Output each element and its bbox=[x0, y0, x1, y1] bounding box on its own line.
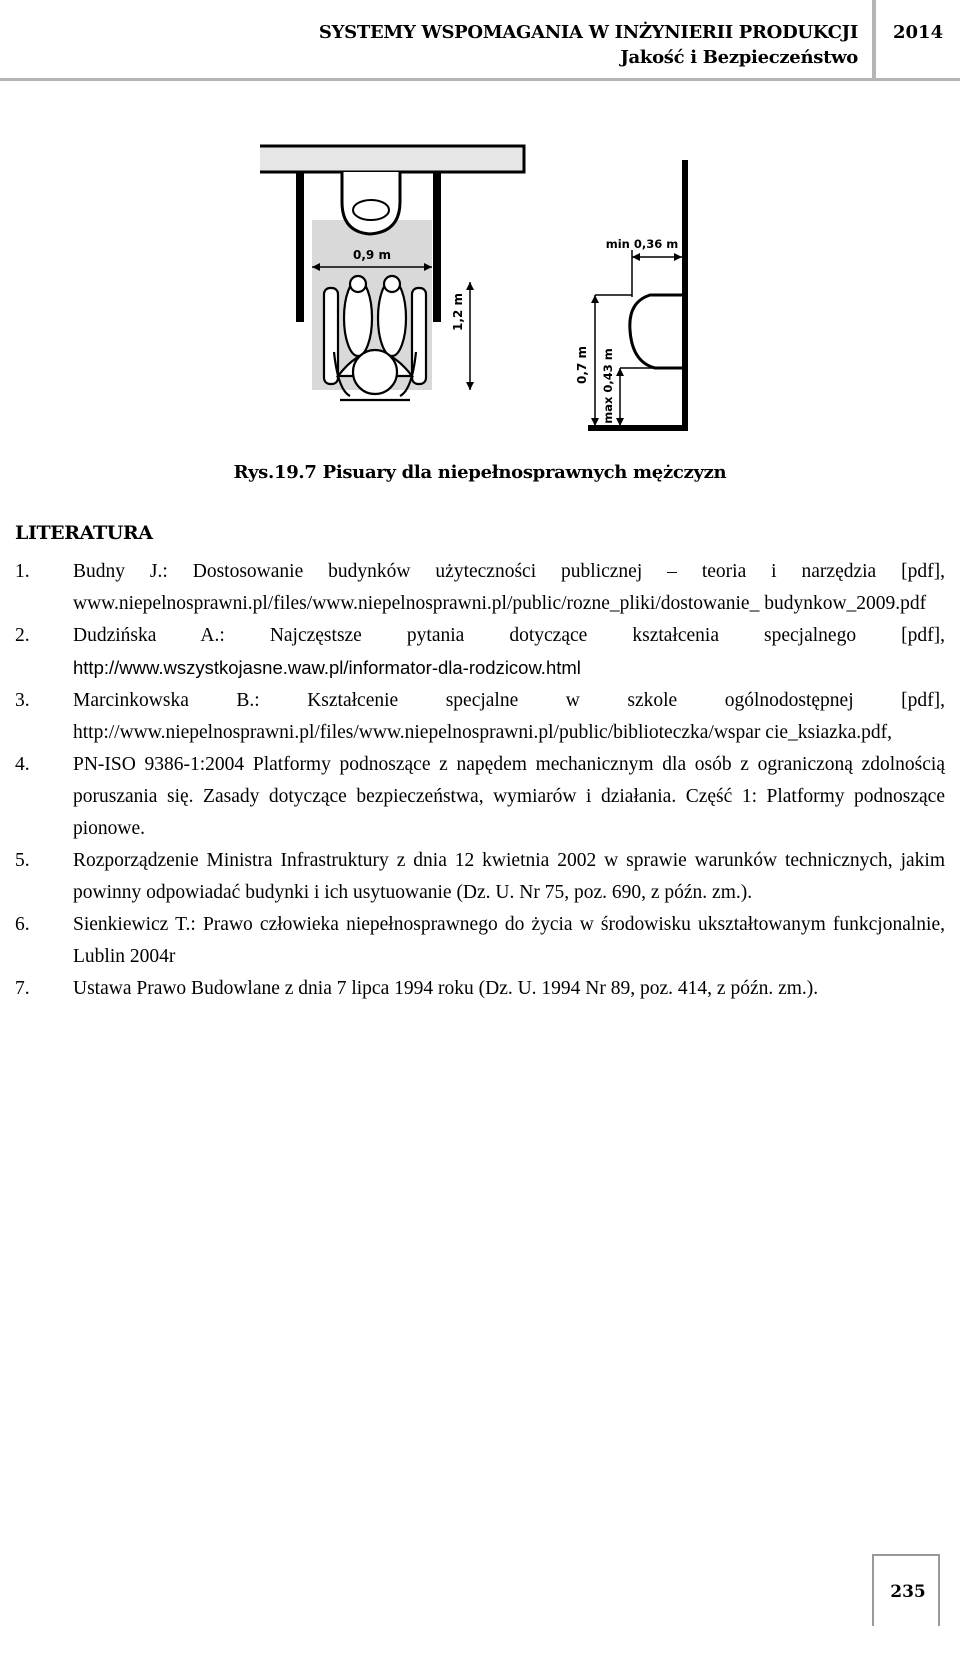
ref-text: PN-ISO 9386-1:2004 Platformy podnoszące z napędem mechanicznym dla osób z ograniczoną zdolnością poruszania się. Zasady dotyczące bezpieczeństwa, wymiarów i działania. Część 1: Platformy podnoszące pionowe. bbox=[73, 754, 945, 839]
ref-link[interactable]: http://www.wszystkojasne.waw.pl/informator-dla-rodzicow.html bbox=[73, 657, 581, 678]
list-item bbox=[15, 749, 945, 845]
page-number: 235 bbox=[890, 1582, 926, 1602]
header-subtitle: Jakość i Bezpieczeństwo bbox=[620, 47, 858, 68]
divider-left bbox=[296, 172, 304, 322]
ref-text: Rozporządzenie Ministra Infrastruktury z dnia 12 kwietnia 2002 w sprawie warunków technicznych, jakim powinny odpowiadać budynki i ich usytuowanie (Dz. U. Nr 75, poz. 690, z późn. zm.). bbox=[73, 850, 945, 903]
ref-number: 3. bbox=[15, 690, 30, 711]
list-item bbox=[15, 685, 945, 749]
ref-number: 1. bbox=[15, 561, 30, 582]
header-separator bbox=[872, 0, 876, 78]
ref-text: Dudzińska A.: Najczęstsze pytania dotyczące kształcenia specjalnego [pdf], bbox=[73, 625, 945, 646]
urinal-figure bbox=[260, 140, 740, 470]
list-item bbox=[15, 973, 945, 1005]
ref-number: 7. bbox=[15, 978, 30, 999]
dim-min-side-label: min 0,36 m bbox=[605, 237, 679, 251]
list-item bbox=[15, 620, 945, 685]
ref-number: 2. bbox=[15, 625, 30, 646]
ref-text: Sienkiewicz T.: Prawo człowieka niepełnosprawnego do życia w środowisku ukształtowanym funkcjonalnie, Lublin 2004r bbox=[73, 914, 945, 967]
dim-max-rim-label: max 0,43 m bbox=[601, 348, 615, 424]
divider-right bbox=[433, 172, 441, 322]
wall-plan bbox=[260, 146, 524, 172]
ref-text: Marcinkowska B.: Kształcenie specjalne w szkole ogólnodostępnej [pdf], http://www.niepelnosprawni.pl/files/www.niepelnosprawni.pl/public/biblioteczka/wspar cie_ksiazka.pdf, bbox=[73, 690, 945, 743]
ref-number: 5. bbox=[15, 850, 30, 871]
ref-text: Budny J.: Dostosowanie budynków użyteczności publicznej – teoria i narzędzia [pdf], www.niepelnosprawni.pl/files/www.niepelnosprawni.pl/public/rozne_pliki/dostowanie_ budynkow_2009.pdf bbox=[73, 561, 945, 614]
urinal-side-icon bbox=[630, 295, 682, 368]
header-title: SYSTEMY WSPOMAGANIA W INŻYNIERII PRODUKCJI bbox=[318, 22, 858, 43]
dim-height-label: 0,7 m bbox=[575, 346, 589, 384]
list-item bbox=[15, 909, 945, 973]
urinal-diagram bbox=[260, 140, 740, 470]
page-number-box bbox=[872, 1554, 940, 1626]
ref-number: 4. bbox=[15, 754, 30, 775]
dim-depth-label: 1,2 m bbox=[451, 293, 465, 331]
ref-text: Ustawa Prawo Budowlane z dnia 7 lipca 1994 roku (Dz. U. 1994 Nr 89, poz. 414, z późn. zm.). bbox=[73, 978, 819, 999]
figure-caption: Rys.19.7 Pisuary dla niepełnosprawnych mężczyzn bbox=[233, 462, 727, 483]
reference-list bbox=[15, 556, 945, 1005]
header-year: 2014 bbox=[893, 22, 944, 43]
page-header bbox=[0, 0, 960, 82]
literature-heading: LITERATURA bbox=[15, 522, 153, 544]
ref-number: 6. bbox=[15, 914, 30, 935]
list-item bbox=[15, 556, 945, 620]
dim-width-label: 0,9 m bbox=[353, 248, 391, 262]
list-item bbox=[15, 845, 945, 909]
header-rule bbox=[0, 78, 960, 81]
